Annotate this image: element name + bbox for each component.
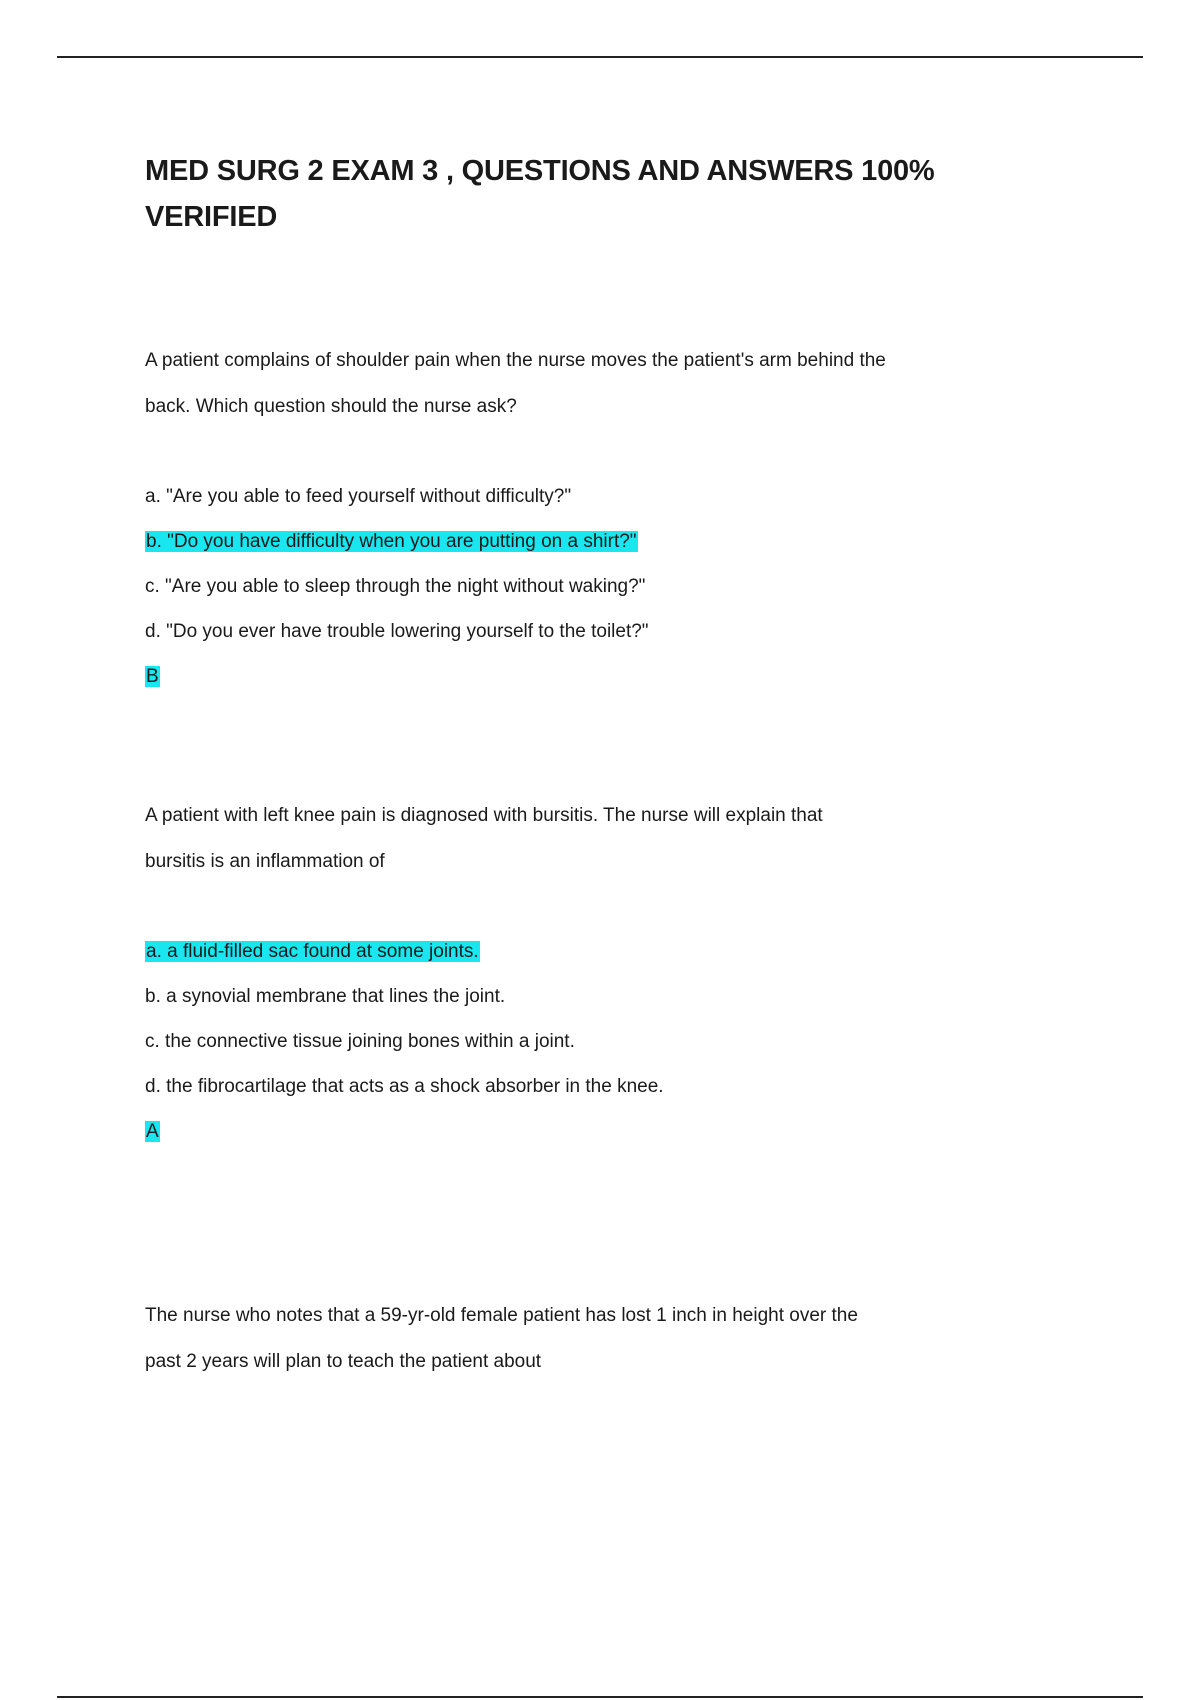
option-text: d. "Do you ever have trouble lowering yourself to the toilet?" [145, 621, 649, 642]
document-title [145, 148, 1045, 240]
answer-letter: B [146, 666, 159, 687]
top-rule [57, 56, 1143, 58]
option-text: d. the fibrocartilage that acts as a shock absorber in the knee. [145, 1076, 664, 1097]
option-b [145, 519, 1045, 564]
question-1 [145, 338, 1045, 700]
option-c [145, 564, 1045, 609]
question-stem [145, 793, 1045, 885]
option-text: c. "Are you able to sleep through the night without waking?" [145, 576, 646, 597]
answer-options [145, 929, 1045, 1109]
option-text: b. a synovial membrane that lines the joint. [145, 986, 506, 1007]
option-text-highlighted: a. a fluid-filled sac found at some joints. [146, 941, 479, 962]
answer-key [145, 1109, 1045, 1155]
question-stem-line-2: past 2 years will plan to teach the patient about [145, 1351, 542, 1372]
question-stem-line-1: A patient with left knee pain is diagnosed with bursitis. The nurse will explain that [145, 805, 823, 826]
option-b [145, 974, 1045, 1019]
question-stem-line-1: The nurse who notes that a 59-yr-old female patient has lost 1 inch in height over the [145, 1305, 858, 1326]
option-c [145, 1019, 1045, 1064]
option-d [145, 1064, 1045, 1109]
question-stem [145, 1293, 1045, 1385]
question-stem-line-2: back. Which question should the nurse ask? [145, 396, 517, 417]
answer-letter: A [146, 1121, 159, 1142]
option-a [145, 474, 1045, 519]
title-line-2: VERIFIED [145, 201, 278, 233]
option-d [145, 609, 1045, 654]
question-2 [145, 793, 1045, 1155]
option-text-highlighted: b. "Do you have difficulty when you are putting on a shirt?" [146, 531, 637, 552]
title-line-1: MED SURG 2 EXAM 3 , QUESTIONS AND ANSWERS 100% [145, 155, 935, 187]
answer-options [145, 474, 1045, 654]
question-stem-line-1: A patient complains of shoulder pain when the nurse moves the patient's arm behind the [145, 350, 886, 371]
question-stem [145, 338, 1045, 430]
answer-key [145, 654, 1045, 700]
bottom-rule [57, 1696, 1143, 1698]
question-3 [145, 1293, 1045, 1385]
document-body [145, 148, 1045, 1372]
option-text: a. "Are you able to feed yourself without difficulty?" [145, 486, 572, 507]
option-text: c. the connective tissue joining bones within a joint. [145, 1031, 575, 1052]
option-a [145, 929, 1045, 974]
question-stem-line-2: bursitis is an inflammation of [145, 851, 385, 872]
